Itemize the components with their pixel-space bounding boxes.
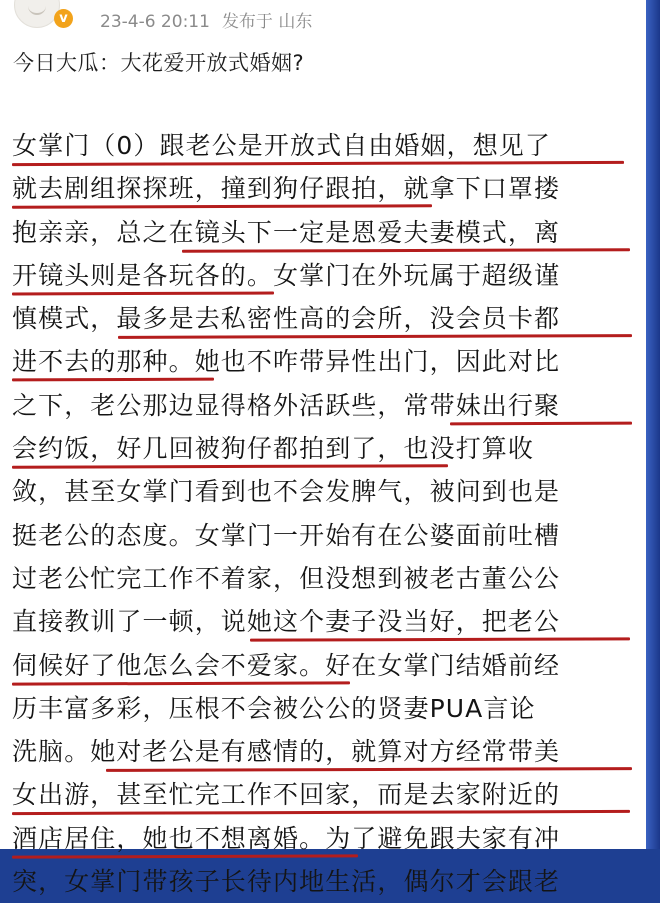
highlight-underline [106, 767, 632, 772]
body-line: 会约饭，好几回被狗仔都拍到了，也没打算收 [12, 427, 646, 470]
post-meta-bar [0, 0, 646, 34]
highlight-underline [12, 205, 432, 209]
highlight-underline [12, 161, 624, 166]
highlight-underline [182, 248, 630, 253]
body-line: 直接教训了一顿，说她这个妻子没当好，把老公 [12, 600, 646, 643]
avatar[interactable] [14, 0, 60, 28]
body-line: 之下，老公那边显得格外活跃些，常带妹出行聚 [12, 384, 646, 427]
body-line: 过老公忙完工作不着家，但没想到被老古董公公 [12, 563, 561, 593]
highlight-underline [118, 334, 632, 339]
body-line: 抱亲亲，总之在镜头下一定是恩爱夫妻模式，离 [12, 211, 646, 254]
highlight-underline [450, 421, 632, 425]
body-line: 伺候好了他怎么会不爱家。好在女掌门结婚前经 [12, 644, 646, 687]
body-line: 洗脑。她对老公是有感情的，就算对方经常带美 [12, 730, 646, 773]
post-meta [100, 7, 312, 32]
body-line: 敛，甚至女掌门看到也不会发脾气，被问到也是 [12, 477, 561, 507]
verified-badge-icon: v [54, 9, 73, 28]
highlight-underline [12, 464, 448, 469]
right-edge-border [646, 0, 660, 849]
body-line: 酒店居住，她也不想离婚。为了避免跟夫家有冲 [12, 817, 646, 860]
body-line: 女出游，甚至忙完工作不回家，而是去家附近的 [12, 773, 646, 816]
post-timestamp: 23-4-6 20:11 [100, 12, 210, 32]
body-line: 女掌门（0）跟老公是开放式自由婚姻，想见了 [12, 124, 646, 167]
post-body [12, 124, 646, 903]
highlight-underline [12, 810, 630, 815]
highlight-underline [250, 638, 630, 642]
body-line: 就去剧组探探班，撞到狗仔跟拍，就拿下口罩搂 [12, 167, 646, 210]
body-line: 历丰富多彩，压根不会被公公的贤妻PUA言论 [12, 693, 536, 723]
highlight-underline [12, 681, 350, 685]
post-title: 今日大瓜：大花爱开放式婚姻? [13, 51, 305, 75]
body-line: 进不去的那种。她也不咋带异性出门，因此对比 [12, 340, 646, 383]
highlight-underline [12, 291, 274, 295]
body-line: 突，女掌门带孩子长待内地生活，偶尔才会跟老 [12, 867, 561, 897]
body-line: 开镜头则是各玩各的。女掌门在外玩属于超级谨 [12, 254, 646, 297]
body-line: 慎模式，最多是去私密性高的会所，没会员卡都 [12, 297, 646, 340]
post-location: 发布于 山东 [221, 12, 313, 32]
highlight-underline [12, 378, 214, 382]
highlight-underline [12, 854, 358, 858]
body-line: 挺老公的态度。女掌门一开始有在公婆面前吐槽 [12, 520, 561, 550]
